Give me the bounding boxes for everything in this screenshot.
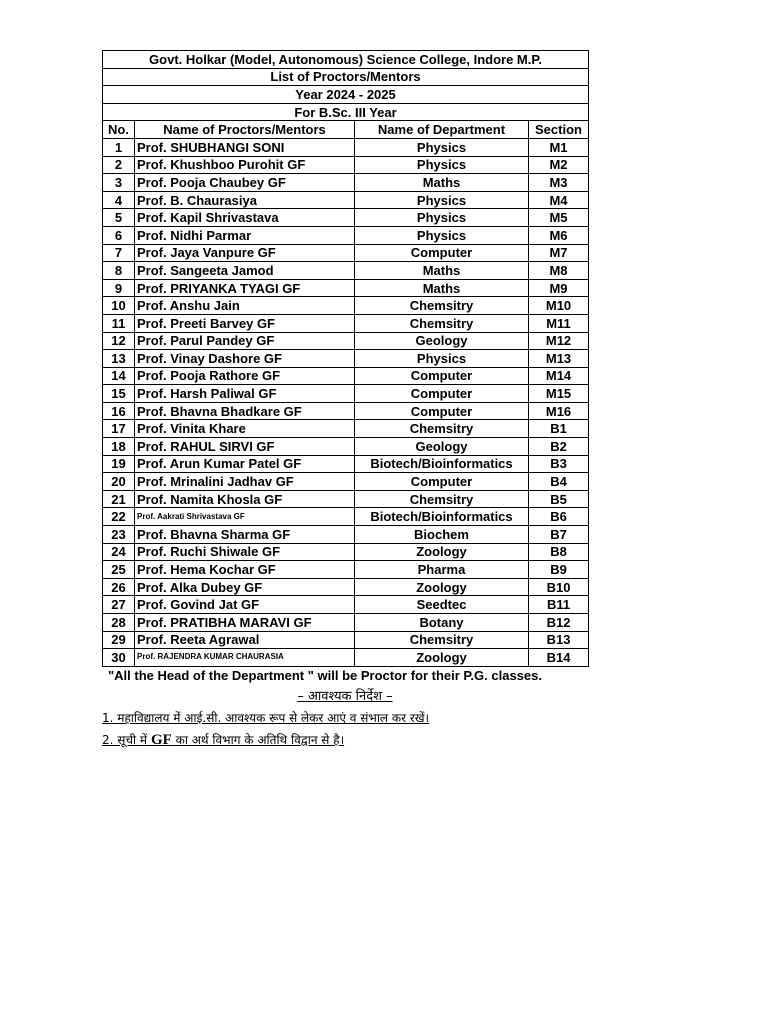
- proctor-list-sheet: [102, 50, 588, 749]
- column-header-section: Section: [529, 121, 589, 139]
- proctor-name: Prof. Pooja Rathore GF: [135, 367, 355, 385]
- proctor-name: Prof. Sangeeta Jamod: [135, 262, 355, 280]
- row-number: 21: [103, 490, 135, 508]
- department-name: Biotech/Bioinformatics: [355, 455, 529, 473]
- section-code: B10: [529, 578, 589, 596]
- column-header-no: No.: [103, 121, 135, 139]
- table-row: [103, 174, 589, 192]
- table-row: [103, 490, 589, 508]
- department-name: Computer: [355, 402, 529, 420]
- department-name: Zoology: [355, 543, 529, 561]
- table-row: [103, 649, 589, 667]
- department-name: Physics: [355, 156, 529, 174]
- row-number: 13: [103, 350, 135, 368]
- class-label: For B.Sc. III Year: [103, 103, 589, 121]
- section-code: M3: [529, 174, 589, 192]
- column-header-row: [103, 121, 589, 139]
- row-number: 14: [103, 367, 135, 385]
- department-name: Physics: [355, 226, 529, 244]
- table-row: [103, 455, 589, 473]
- department-name: Physics: [355, 209, 529, 227]
- proctor-name: Prof. Harsh Paliwal GF: [135, 385, 355, 403]
- row-number: 29: [103, 631, 135, 649]
- table-row: [103, 209, 589, 227]
- department-name: Biotech/Bioinformatics: [355, 508, 529, 526]
- instruction-2-prefix: 2. सूची में: [102, 732, 148, 747]
- section-code: M9: [529, 279, 589, 297]
- proctor-name: Prof. B. Chaurasiya: [135, 191, 355, 209]
- section-code: B8: [529, 543, 589, 561]
- row-number: 10: [103, 297, 135, 315]
- row-number: 18: [103, 438, 135, 456]
- department-name: Pharma: [355, 561, 529, 579]
- department-name: Physics: [355, 191, 529, 209]
- list-title: List of Proctors/Mentors: [103, 68, 589, 86]
- department-name: Physics: [355, 350, 529, 368]
- section-code: B9: [529, 561, 589, 579]
- proctor-name: Prof. Anshu Jain: [135, 297, 355, 315]
- section-code: M2: [529, 156, 589, 174]
- section-code: M13: [529, 350, 589, 368]
- table-row: [103, 279, 589, 297]
- college-name: Govt. Holkar (Model, Autonomous) Science College, Indore M.P.: [103, 51, 589, 69]
- proctor-name: Prof. Hema Kochar GF: [135, 561, 355, 579]
- row-number: 24: [103, 543, 135, 561]
- academic-year: Year 2024 - 2025: [103, 86, 589, 104]
- row-number: 2: [103, 156, 135, 174]
- row-number: 5: [103, 209, 135, 227]
- department-name: Chemsitry: [355, 631, 529, 649]
- section-code: B11: [529, 596, 589, 614]
- department-name: Computer: [355, 473, 529, 491]
- department-name: Geology: [355, 438, 529, 456]
- proctor-name: Prof. Nidhi Parmar: [135, 226, 355, 244]
- section-code: B3: [529, 455, 589, 473]
- section-code: M4: [529, 191, 589, 209]
- row-number: 30: [103, 649, 135, 667]
- section-code: B12: [529, 614, 589, 632]
- section-code: B7: [529, 526, 589, 544]
- table-row: [103, 244, 589, 262]
- table-row: [103, 385, 589, 403]
- department-name: Physics: [355, 138, 529, 156]
- section-code: B6: [529, 508, 589, 526]
- table-row: [103, 614, 589, 632]
- table-row: [103, 596, 589, 614]
- proctor-name: Prof. Aakrati Shrivastava GF: [135, 508, 355, 526]
- proctor-name: Prof. Govind Jat GF: [135, 596, 355, 614]
- row-number: 4: [103, 191, 135, 209]
- table-row: [103, 631, 589, 649]
- section-code: M8: [529, 262, 589, 280]
- department-name: Maths: [355, 174, 529, 192]
- row-number: 23: [103, 526, 135, 544]
- row-number: 17: [103, 420, 135, 438]
- proctor-name: Prof. Alka Dubey GF: [135, 578, 355, 596]
- department-name: Botany: [355, 614, 529, 632]
- proctor-name: Prof. Bhavna Sharma GF: [135, 526, 355, 544]
- proctor-name: Prof. Pooja Chaubey GF: [135, 174, 355, 192]
- department-name: Seedtec: [355, 596, 529, 614]
- department-name: Geology: [355, 332, 529, 350]
- proctor-name: Prof. Ruchi Shiwale GF: [135, 543, 355, 561]
- row-number: 8: [103, 262, 135, 280]
- proctor-name: Prof. Kapil Shrivastava: [135, 209, 355, 227]
- row-number: 20: [103, 473, 135, 491]
- section-code: B5: [529, 490, 589, 508]
- row-number: 3: [103, 174, 135, 192]
- section-code: M12: [529, 332, 589, 350]
- instruction-2: [102, 731, 588, 749]
- proctor-name: Prof. RAHUL SIRVI GF: [135, 438, 355, 456]
- row-number: 6: [103, 226, 135, 244]
- row-number: 15: [103, 385, 135, 403]
- department-name: Computer: [355, 244, 529, 262]
- table-row: [103, 262, 589, 280]
- table-row: [103, 438, 589, 456]
- department-name: Chemsitry: [355, 297, 529, 315]
- proctor-name: Prof. RAJENDRA KUMAR CHAURASIA: [135, 649, 355, 667]
- department-name: Biochem: [355, 526, 529, 544]
- department-name: Zoology: [355, 649, 529, 667]
- column-header-department: Name of Department: [355, 121, 529, 139]
- row-number: 1: [103, 138, 135, 156]
- hod-proctor-note: "All the Head of the Department " will be Proctor for their P.G. classes.: [108, 667, 542, 683]
- proctor-name: Prof. Parul Pandey GF: [135, 332, 355, 350]
- proctor-name: Prof. Arun Kumar Patel GF: [135, 455, 355, 473]
- department-name: Chemsitry: [355, 420, 529, 438]
- section-code: M10: [529, 297, 589, 315]
- section-code: M5: [529, 209, 589, 227]
- proctor-name: Prof. Bhavna Bhadkare GF: [135, 402, 355, 420]
- proctor-name: Prof. PRIYANKA TYAGI GF: [135, 279, 355, 297]
- row-number: 7: [103, 244, 135, 262]
- proctor-name: Prof. SHUBHANGI SONI: [135, 138, 355, 156]
- proctor-name: Prof. Vinita Khare: [135, 420, 355, 438]
- row-number: 16: [103, 402, 135, 420]
- proctor-name: Prof. Vinay Dashore GF: [135, 350, 355, 368]
- section-code: B14: [529, 649, 589, 667]
- proctor-name: Prof. PRATIBHA MARAVI GF: [135, 614, 355, 632]
- table-row: [103, 156, 589, 174]
- section-code: M7: [529, 244, 589, 262]
- instruction-1: 1. महाविद्यालय में आई.सी. आवश्यक रूप से लेकर आएं व संभाल कर रखें।: [102, 710, 430, 725]
- table-row: [103, 226, 589, 244]
- proctor-name: Prof. Reeta Agrawal: [135, 631, 355, 649]
- table-row: [103, 314, 589, 332]
- department-name: Computer: [355, 385, 529, 403]
- table-row: [103, 402, 589, 420]
- department-name: Chemsitry: [355, 314, 529, 332]
- section-code: M16: [529, 402, 589, 420]
- table-row: [103, 473, 589, 491]
- row-number: 12: [103, 332, 135, 350]
- row-number: 26: [103, 578, 135, 596]
- department-name: Computer: [355, 367, 529, 385]
- section-code: B4: [529, 473, 589, 491]
- row-number: 28: [103, 614, 135, 632]
- table-row: [103, 561, 589, 579]
- instruction-2-suffix: का अर्थ विभाग के अतिथि विद्वान से है।: [175, 732, 345, 747]
- table-row: [103, 350, 589, 368]
- department-name: Maths: [355, 262, 529, 280]
- table-row: [103, 138, 589, 156]
- proctor-table: [102, 50, 589, 667]
- section-code: M14: [529, 367, 589, 385]
- section-code: M6: [529, 226, 589, 244]
- section-code: M15: [529, 385, 589, 403]
- table-row: [103, 332, 589, 350]
- row-number: 19: [103, 455, 135, 473]
- department-name: Chemsitry: [355, 490, 529, 508]
- department-name: Maths: [355, 279, 529, 297]
- row-number: 22: [103, 508, 135, 526]
- table-row: [103, 367, 589, 385]
- proctor-name: Prof. Khushboo Purohit GF: [135, 156, 355, 174]
- row-number: 9: [103, 279, 135, 297]
- proctor-name: Prof. Mrinalini Jadhav GF: [135, 473, 355, 491]
- row-number: 11: [103, 314, 135, 332]
- department-name: Zoology: [355, 578, 529, 596]
- proctor-name: Prof. Jaya Vanpure GF: [135, 244, 355, 262]
- table-row: [103, 526, 589, 544]
- instruction-2-gf: GF: [150, 731, 172, 748]
- table-row: [103, 508, 589, 526]
- section-code: B1: [529, 420, 589, 438]
- instructions-heading: – आवश्यक निर्देश –: [297, 688, 393, 704]
- table-row: [103, 191, 589, 209]
- section-code: B13: [529, 631, 589, 649]
- section-code: B2: [529, 438, 589, 456]
- table-row: [103, 578, 589, 596]
- row-number: 25: [103, 561, 135, 579]
- column-header-name: Name of Proctors/Mentors: [135, 121, 355, 139]
- row-number: 27: [103, 596, 135, 614]
- table-row: [103, 543, 589, 561]
- proctor-name: Prof. Namita Khosla GF: [135, 490, 355, 508]
- proctor-name: Prof. Preeti Barvey GF: [135, 314, 355, 332]
- table-row: [103, 420, 589, 438]
- section-code: M1: [529, 138, 589, 156]
- table-row: [103, 297, 589, 315]
- section-code: M11: [529, 314, 589, 332]
